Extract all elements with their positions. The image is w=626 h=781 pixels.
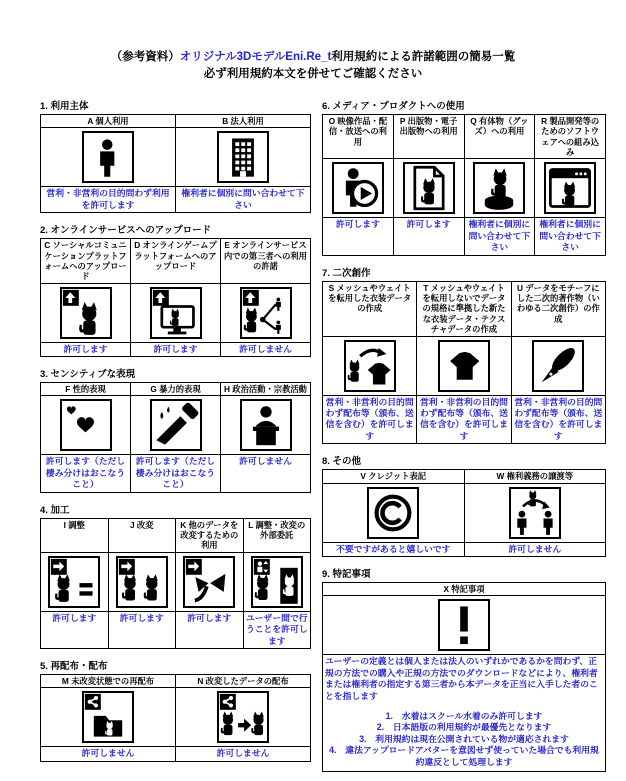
section-8 [322, 453, 606, 557]
permission-table-8 [322, 469, 606, 557]
permission-result: 許可しません [221, 342, 311, 356]
icon-cell [131, 396, 221, 455]
title-prefix: （参考資料） [110, 51, 180, 63]
category-label: U データをモチーフにした二次的著作物（いわゆる二次創作）の作成 [511, 281, 605, 336]
permission-table-5 [40, 674, 311, 762]
category-label: D オンラインゲームプラットフォームへのアップロード [131, 239, 221, 283]
section-heading: 7. 二次創作 [322, 267, 371, 279]
category-label: J 改変 [108, 518, 176, 552]
permission-result: 許可します [41, 342, 131, 356]
icon-cell [221, 283, 311, 342]
permission-result: 許可しません [464, 542, 606, 556]
permission-table-6 [322, 114, 606, 256]
podium-speech-icon [240, 399, 292, 451]
section-4 [40, 502, 311, 649]
video-play-icon [332, 162, 384, 214]
software-window-icon [544, 162, 596, 214]
category-label: I 調整 [41, 518, 109, 552]
section-heading: 6. メディア・プロダクトへの使用 [322, 101, 465, 112]
icon-cell [131, 283, 221, 342]
section-heading: 4. 加工 [40, 504, 70, 516]
rights-transfer-icon [509, 487, 561, 539]
icon-cell [108, 552, 176, 611]
permission-result: 許可しません [221, 455, 311, 492]
upload-game-platform-icon [150, 287, 202, 339]
category-label: L 調整・改変の外部委託 [243, 518, 311, 552]
permission-result: 許可します [393, 218, 464, 255]
upload-avatar-icon [60, 287, 112, 339]
icon-cell [535, 159, 606, 218]
permission-table-4 [40, 518, 311, 649]
category-label: E オンラインサービス内での第三者への利用の許諾 [221, 239, 311, 283]
permission-table-1 [40, 114, 311, 213]
right-column [322, 98, 606, 781]
special-note-item: 4. 違法アップロードアバターを意図せず使っていた場合でも利用規約違反として処理します [329, 745, 599, 767]
category-label: R 製品開発等のためのソフトウェアへの組み込み [535, 115, 606, 159]
category-label: C ソーシャルコミュニケーションプラットフォームへのアップロード [41, 239, 131, 283]
section-5 [40, 658, 311, 762]
title-suffix: 利用規約による許諾範囲の簡易一覧 [331, 51, 516, 63]
share-modified-data-icon [217, 691, 269, 743]
icon-cell [221, 396, 311, 455]
permission-result: 営利・非営利の目的問わず利用を許可します [41, 187, 176, 213]
costume-reuse-icon [344, 340, 396, 392]
category-label: V クレジット表記 [323, 470, 465, 483]
section-7 [322, 265, 606, 444]
title-model-name: オリジナル3DモデルEni.Re_t [179, 51, 332, 63]
section-2 [40, 222, 311, 357]
permission-result: 許可します [108, 611, 176, 648]
permission-result: 許可します [323, 218, 394, 255]
permission-result: 営利・非営利の目的問わず配布等（頒布、送信を含む）を許可します [417, 395, 511, 444]
icon-cell [41, 552, 109, 611]
category-label: X 特記事項 [323, 582, 606, 595]
section-heading: 5. 再配布・配布 [40, 661, 108, 673]
special-note-item: 2. 日本語版の利用規約が最優先となります [376, 722, 552, 733]
category-label: W 権利義務の譲渡等 [464, 470, 606, 483]
upload-third-party-share-icon [240, 287, 292, 339]
permission-result: 許可しません [41, 747, 176, 761]
section-1 [40, 98, 311, 213]
special-notes [325, 711, 603, 768]
page-title [0, 49, 626, 84]
icon-cell [464, 483, 606, 542]
category-label: K 他のデータを改変するための利用 [176, 518, 244, 552]
icon-cell [323, 336, 417, 395]
icon-cell [393, 159, 464, 218]
publication-page-icon [403, 162, 455, 214]
icon-cell [511, 336, 605, 395]
section-9 [322, 566, 606, 772]
knife-icon [150, 399, 202, 451]
category-label: H 政治活動・宗教活動 [221, 383, 311, 396]
title-subtitle: 必ず利用規約本文を併せてご確認ください [203, 68, 423, 81]
section-heading: 9. 特記事項 [322, 568, 371, 580]
special-note-item: 3. 利用規約は現在公開されている物が適応されます [359, 733, 569, 744]
special-note-item: 1. 水着はスクール水着のみ許可します [385, 711, 543, 722]
category-label: G 暴力的表現 [131, 383, 221, 396]
category-label: N 改変したデータの配布 [176, 675, 311, 688]
icon-cell [417, 336, 511, 395]
left-column [40, 98, 311, 771]
section-heading: 1. 利用主体 [40, 101, 89, 112]
building-icon [217, 131, 269, 183]
figurine-goods-icon [473, 162, 525, 214]
section-3 [40, 366, 311, 493]
permission-result: ユーザー間で行うことを許可します [243, 611, 311, 648]
section-heading: 2. オンラインサービスへのアップロード [40, 225, 212, 237]
icon-cell [41, 688, 176, 747]
permission-table-7 [322, 281, 606, 444]
permission-result: 権利者に個別に問い合わせて下さい [176, 187, 311, 213]
share-folder-icon [82, 691, 134, 743]
permission-result: 許可します [41, 611, 109, 648]
permission-result: 営利・非営利の目的問わず配布等（頒布、送信を含む）を許可します [511, 395, 605, 444]
permission-result: 許可します [131, 342, 221, 356]
section-heading: 8. その他 [322, 456, 362, 468]
icon-cell [41, 396, 131, 455]
category-label: O 映像作品・配信・放送への利用 [323, 115, 394, 159]
permission-result: ユーザーの定義とは個人または法人のいずれかであるかを問わず、正規の方法での購入や正規の方法でのダウンロードなどにより、権利者または権利者の指定する第三者から本データを正当に入手した者のことを指します 1. 水着はスクール水着のみ許可します 2. 日本語版の利用規約が最優先となります 3. 利用規約は現在公開されている物が適応されます 4. 違法アップロードアバターを意図せず使っていた場合でも利用規約違反として処理します [323, 655, 606, 772]
category-label: Q 有体物（グッズ）への利用 [464, 115, 535, 159]
icon-cell [41, 283, 131, 342]
permission-result: 不要ですがあると嬉しいです [323, 542, 465, 556]
exclamation-icon [438, 599, 490, 651]
title-line-1 [0, 49, 626, 66]
hearts-icon [60, 399, 112, 451]
icon-cell [176, 128, 311, 187]
permission-result: 許可します [176, 611, 244, 648]
person-icon [82, 131, 134, 183]
category-label: A 個人利用 [41, 115, 176, 128]
category-label: F 性的表現 [41, 383, 131, 396]
section-6 [322, 98, 606, 256]
permission-table-3 [40, 382, 311, 493]
permission-result: 権利者に個別に問い合わせて下さい [535, 218, 606, 255]
category-label: S メッシュやウェイトを転用した衣装データの作成 [323, 281, 417, 336]
section-heading: 3. センシティブな表現 [40, 369, 136, 381]
costume-new-icon [438, 340, 490, 392]
category-label: M 未改変状態での再配布 [41, 675, 176, 688]
outsource-door-icon [251, 556, 303, 608]
category-label: T メッシュやウェイトを転用しないでデータの規格に準拠した新たな衣装データ・テクスチャデータの作成 [417, 281, 511, 336]
modify-two-avatars-icon [116, 556, 168, 608]
icon-cell [323, 159, 394, 218]
icon-cell [323, 596, 606, 655]
icon-cell [464, 159, 535, 218]
permission-result: 許可します（ただし棲み分けはおこなうこと） [131, 455, 221, 492]
icon-cell [176, 688, 311, 747]
copyright-icon [367, 487, 419, 539]
ribbon-parts-icon [183, 556, 235, 608]
fountain-pen-icon [532, 340, 584, 392]
permission-result: 許可します（ただし棲み分けはおこなうこと） [41, 455, 131, 492]
icon-cell [176, 552, 244, 611]
category-label: P 出版物・電子出版物への利用 [393, 115, 464, 159]
icon-cell [323, 483, 465, 542]
icon-cell [243, 552, 311, 611]
permission-result: 営利・非営利の目的問わず配布等（頒布、送信を含む）を許可します [323, 395, 417, 444]
permission-table-9 [322, 582, 606, 772]
permission-result: 権利者に個別に問い合わせて下さい [464, 218, 535, 255]
permission-table-2 [40, 238, 311, 357]
adjust-equal-icon [48, 556, 100, 608]
icon-cell [41, 128, 176, 187]
permission-result: 許可しません [176, 747, 311, 761]
category-label: B 法人利用 [176, 115, 311, 128]
